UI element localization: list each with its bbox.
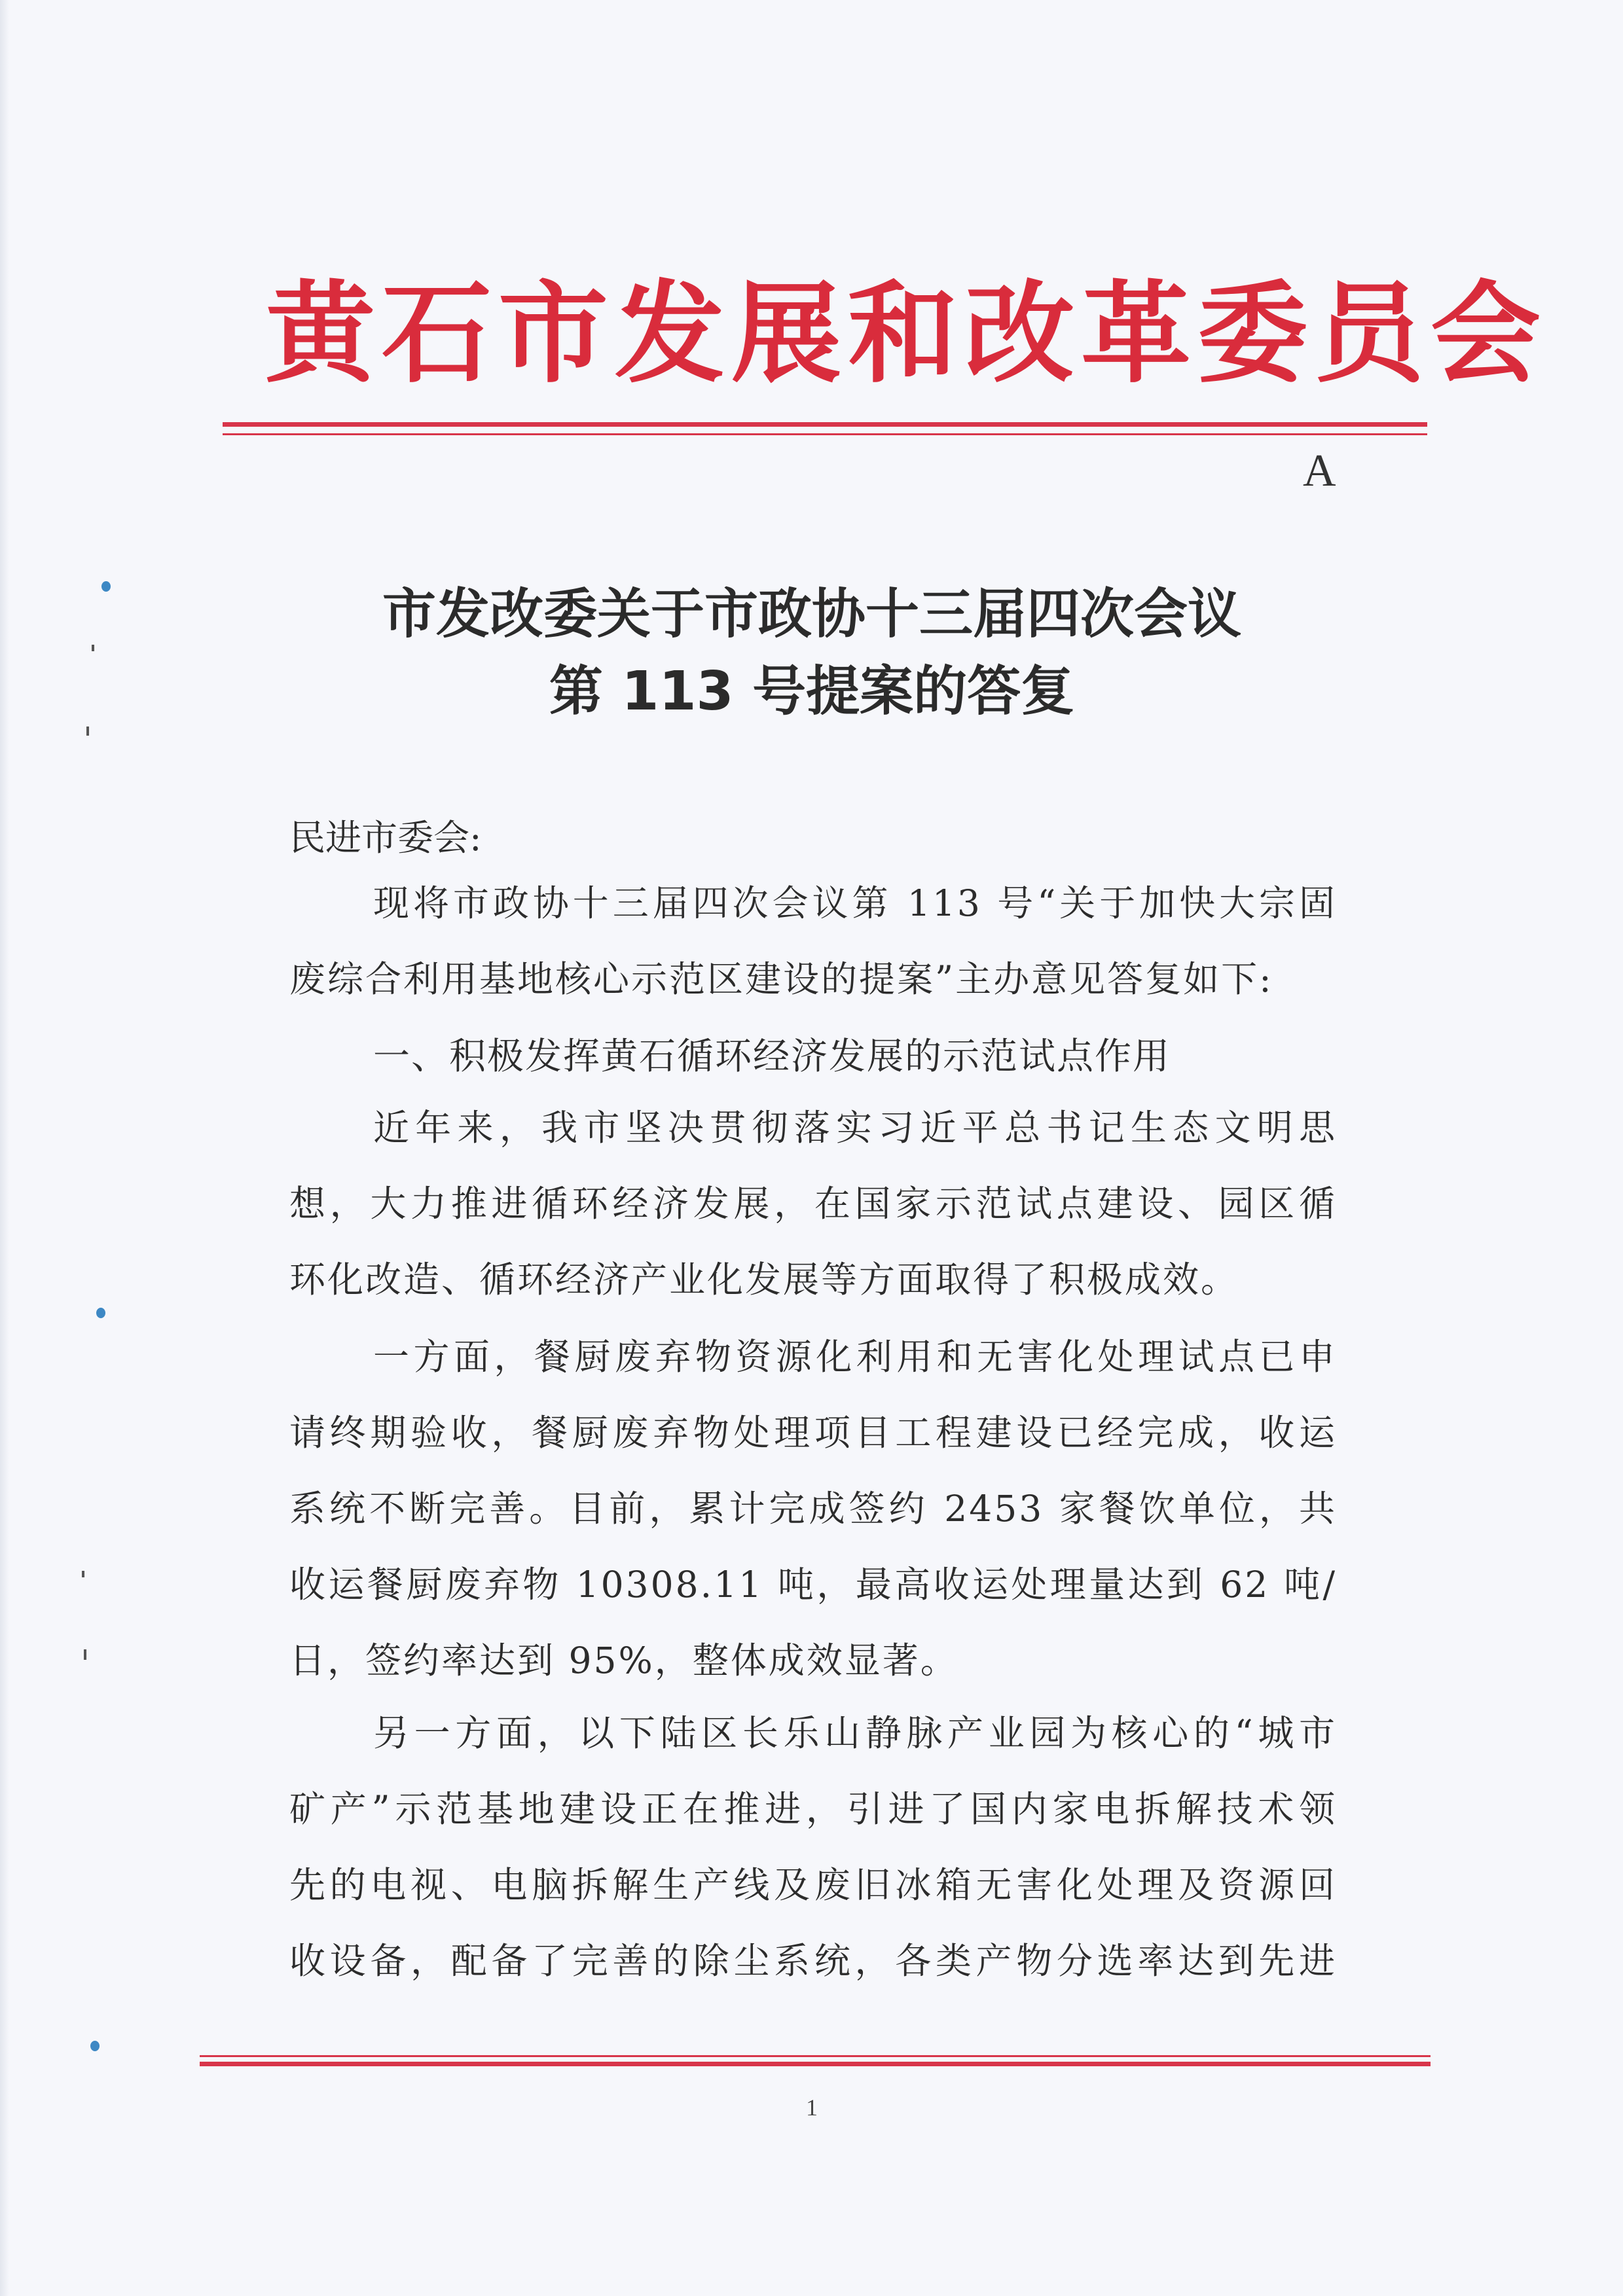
paragraph-line: 日，签约率达到 95%，整体成效显著。 — [289, 1640, 958, 1681]
paragraph-line: 收设备，配备了完善的除尘系统，各类产物分选率达到先进 — [289, 1940, 1337, 1982]
footer-rule-thin — [200, 2055, 1431, 2057]
copy-mark: A — [1303, 446, 1336, 496]
letterhead-rule-thick — [223, 422, 1427, 427]
paragraph-line: 想，大力推进循环经济发展，在国家示范试点建设、园区循 — [289, 1183, 1337, 1225]
paragraph-line: 一方面，餐厨废弃物资源化利用和无害化处理试点已申 — [373, 1336, 1337, 1378]
paragraph-intro — [289, 865, 1337, 1017]
paragraph-line: 矿产”示范基地建设正在推进，引进了国内家电拆解技术领 — [289, 1788, 1337, 1830]
page-number: 1 — [806, 2094, 818, 2121]
paragraph-line: 系统不断完善。目前，累计完成签约 2453 家餐饮单位，共 — [289, 1488, 1337, 1530]
scan-dot-1 — [101, 581, 111, 592]
paragraph-line: 先的电视、电脑拆解生产线及废旧冰箱无害化处理及资源回 — [289, 1864, 1337, 1906]
paragraph-line: 收运餐厨废弃物 10308.11 吨，最高收运处理量达到 62 吨/ — [289, 1564, 1337, 1605]
paragraph-line: 现将市政协十三届四次会议第 113 号“关于加快大宗固 — [373, 882, 1337, 924]
letterhead-org-name: 黄石市发展和改革委员会 — [265, 270, 1547, 398]
scan-mark-1 — [92, 645, 94, 651]
scan-mark-2 — [86, 726, 89, 736]
paragraph-3 — [289, 1695, 1337, 1999]
paragraph-line: 近年来，我市坚决贯彻落实习近平总书记生态文明思 — [373, 1107, 1337, 1149]
scan-dot-2 — [96, 1308, 105, 1318]
footer-rule-thick — [200, 2062, 1431, 2066]
title-line-2: 第 113 号提案的答复 — [549, 660, 1075, 723]
scan-edge-shadow — [0, 0, 9, 2296]
scan-dot-3 — [90, 2041, 100, 2051]
paragraph-line: 废综合利用基地核心示范区建设的提案”主办意见答复如下: — [289, 958, 1273, 1000]
paragraph-line: 请终期验收，餐厨废弃物处理项目工程建设已经完成，收运 — [289, 1412, 1337, 1454]
paragraph-line: 环化改造、循环经济产业化发展等方面取得了积极成效。 — [289, 1259, 1239, 1300]
paragraph-1 — [289, 1090, 1337, 1318]
salutation: 民进市委会: — [289, 817, 482, 859]
paragraph-2 — [289, 1319, 1337, 1698]
letterhead-rule-thin — [223, 433, 1427, 435]
scan-mark-3 — [82, 1571, 84, 1577]
section-1-heading: 一、积极发挥黄石循环经济发展的示范试点作用 — [373, 1035, 1171, 1078]
title-line-1: 市发改委关于市政协十三届四次会议 — [382, 583, 1241, 645]
document-title — [288, 576, 1336, 730]
paragraph-line: 另一方面，以下陆区长乐山静脉产业园为核心的“城市 — [373, 1712, 1337, 1754]
scan-mark-4 — [84, 1649, 86, 1660]
